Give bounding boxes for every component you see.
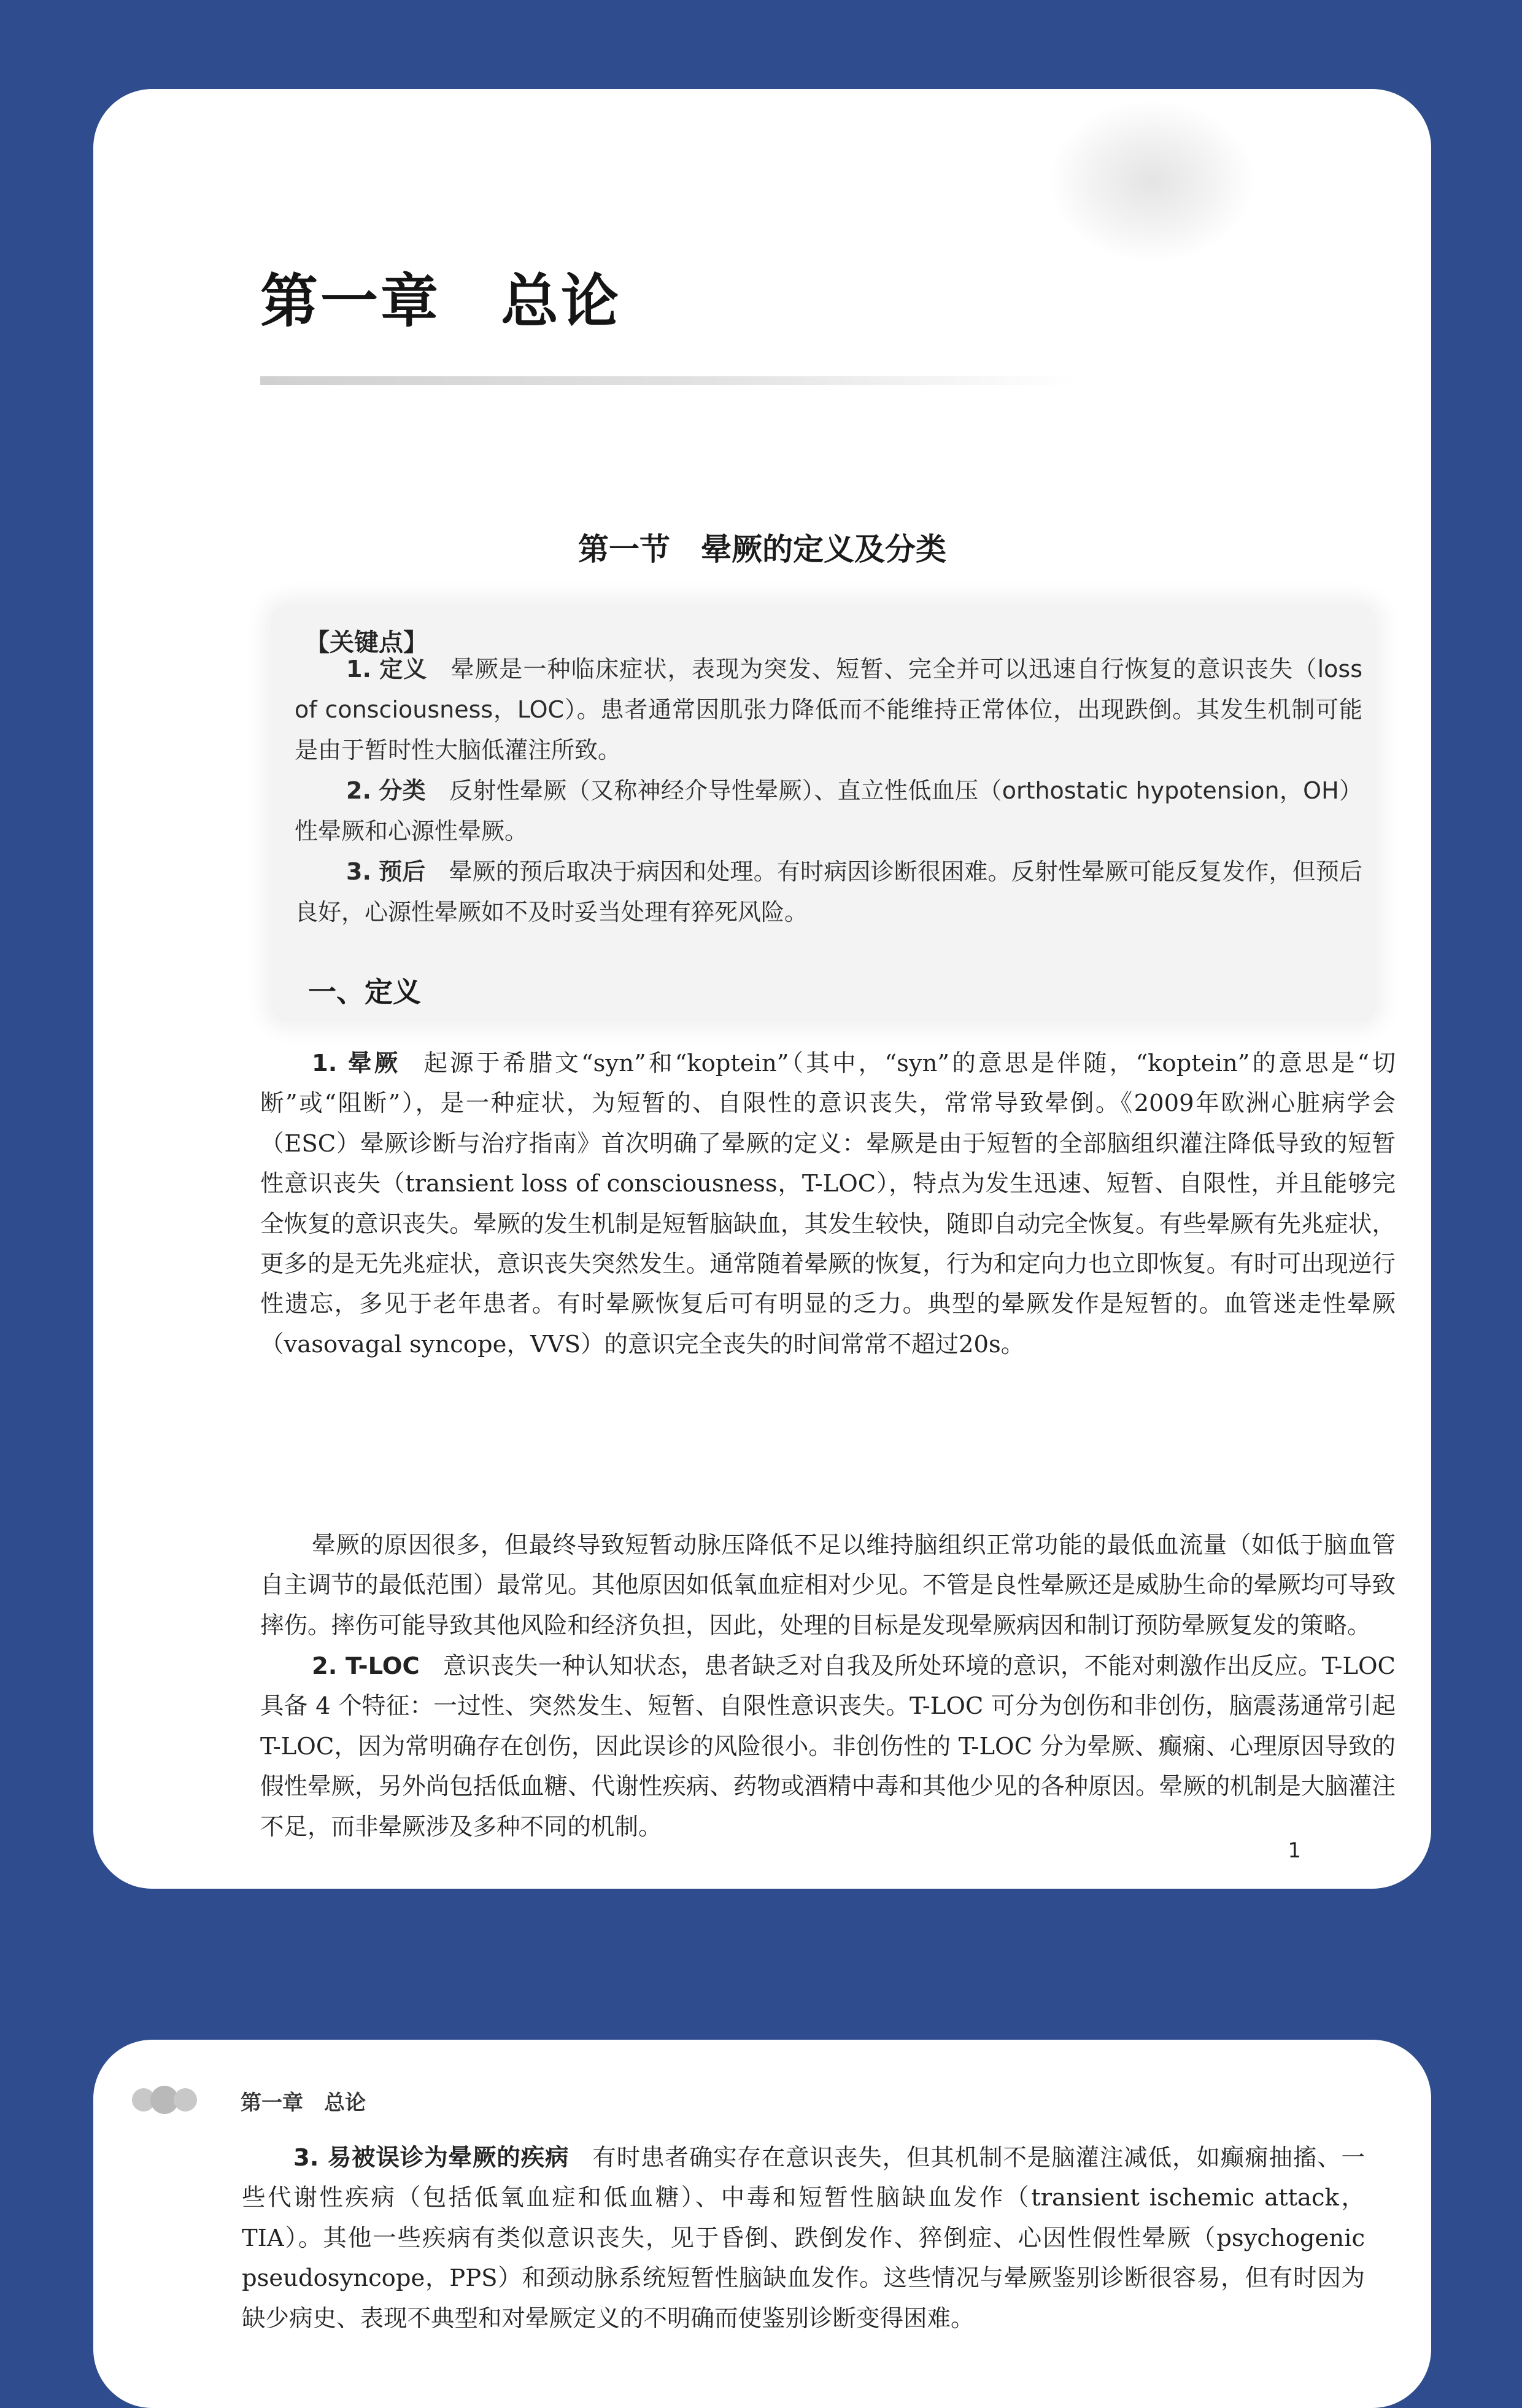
- page-number: 1: [1288, 1838, 1301, 1863]
- document-page-2: [93, 2040, 1431, 2408]
- key-point-number: 1.: [346, 656, 371, 683]
- document-page-1: [93, 89, 1431, 1889]
- running-head: 第一章 总论: [241, 2091, 366, 2115]
- key-point-number: 3.: [346, 858, 371, 885]
- key-point-text: 晕厥是一种临床症状，表现为突发、短暂、完全并可以迅速自行恢复的意识丧失（loss of consciousness，LOC）。患者通常因肌张力降低而不能维持正常体位，出现跌倒。其发生机制可能是由于暂时性大脑低灌注所致。: [295, 656, 1362, 764]
- paragraph-lead: 2. T-LOC: [312, 1652, 420, 1680]
- paragraph-text: 晕厥的原因很多，但最终导致短暂动脉压降低不足以维持脑组织正常功能的最低血流量（如低于脑血管自主调节的最低范围）最常见。其他原因如低氧血症相对少见。不管是良性晕厥还是威胁生命的晕厥均可导致摔伤。摔伤可能导致其他风险和经济负担，因此，处理的目标是发现晕厥病因和制订预防晕厥复发的策略。: [260, 1531, 1396, 1640]
- section-title: 第一节 晕厥的定义及分类: [578, 532, 946, 567]
- key-point-label: 定义: [379, 656, 428, 683]
- key-points-heading: 【关键点】: [305, 629, 428, 657]
- header-ornament-icon: [132, 2086, 206, 2114]
- key-point-definition: [295, 649, 1362, 770]
- paragraph-text: 意识丧失一种认知状态，患者缺乏对自我及所处环境的意识，不能对刺激作出反应。T-LOC 具备 4 个特征：一过性、突然发生、短暂、自限性意识丧失。T-LOC 可分为创伤和非创伤，脑震荡通常引起 T-LOC，因为常明确存在创伤，因此误诊的风险很小。非创伤性的 T-LOC 分为晕厥、癫痫、心理原因导致的假性晕厥，另外尚包括低血糖、代谢性疾病、药物或酒精中毒和其他少见的各种原因。晕厥的机制是大脑灌注不足，而非晕厥涉及多种不同的机制。: [260, 1652, 1396, 1841]
- chapter-title-rule: [260, 376, 1076, 385]
- paragraph-text: 有时患者确实存在意识丧失，但其机制不是脑灌注减低，如癫痫抽搐、一些代谢性疾病（包括低氧血症和低血糖）、中毒和短暂性脑缺血发作（transient ischemic attack，TIA）。其他一些疾病有类似意识丧失，见于昏倒、跌倒发作、猝倒症、心因性假性晕厥（psychogenic pseudosyncope，PPS）和颈动脉系统短暂性脑缺血发作。这些情况与晕厥鉴别诊断很容易，但有时因为缺少病史、表现不典型和对晕厥定义的不明确而使鉴别诊断变得困难。: [242, 2144, 1365, 2333]
- paragraph-lead: 3. 易被误诊为晕厥的疾病: [293, 2144, 570, 2172]
- key-point-prognosis: [295, 851, 1362, 932]
- key-point-label: 预后: [379, 858, 426, 885]
- paragraph-lead: 1. 晕厥: [312, 1050, 401, 1077]
- subheading-definition: 一、定义: [308, 975, 421, 1008]
- key-point-number: 2.: [346, 777, 371, 804]
- paragraph-syncope: [260, 1043, 1396, 1365]
- paragraph-causes: [260, 1525, 1396, 1646]
- decorative-glow: [1051, 101, 1253, 261]
- key-point-text: 反射性晕厥（又称神经介导性晕厥）、直立性低血压（orthostatic hypotension，OH）性晕厥和心源性晕厥。: [295, 777, 1362, 845]
- paragraph-tloc: [260, 1646, 1396, 1847]
- paragraph-text: 起源于希腊文“syn”和“koptein”（其中，“syn”的意思是伴随，“koptein”的意思是“切断”或“阻断”），是一种症状，为短暂的、自限性的意识丧失，常常导致晕倒。《2009年欧洲心脏病学会（ESC）晕厥诊断与治疗指南》首次明确了晕厥的定义：晕厥是由于短暂的全部脑组织灌注降低导致的短暂性意识丧失（transient loss of consciousness，T-LOC），特点为发生迅速、短暂、自限性，并且能够完全恢复的意识丧失。晕厥的发生机制是短暂脑缺血，其发生较快，随即自动完全恢复。有些晕厥有先兆症状，更多的是无先兆症状，意识丧失突然发生。通常随着晕厥的恢复，行为和定向力也立即恢复。有时可出现逆行性遗忘，多见于老年患者。有时晕厥恢复后可有明显的乏力。典型的晕厥发作是短暂的。血管迷走性晕厥（vasovagal syncope，VVS）的意识完全丧失的时间常常不超过20s。: [260, 1050, 1396, 1358]
- key-point-text: 晕厥的预后取决于病因和处理。有时病因诊断很困难。反射性晕厥可能反复发作，但预后良好，心源性晕厥如不及时妥当处理有猝死风险。: [295, 858, 1362, 926]
- paragraph-misdiagnosis: [242, 2138, 1365, 2339]
- key-point-label: 分类: [379, 777, 426, 804]
- chapter-title: 第一章 总论: [260, 268, 622, 335]
- key-point-classification: [295, 770, 1362, 851]
